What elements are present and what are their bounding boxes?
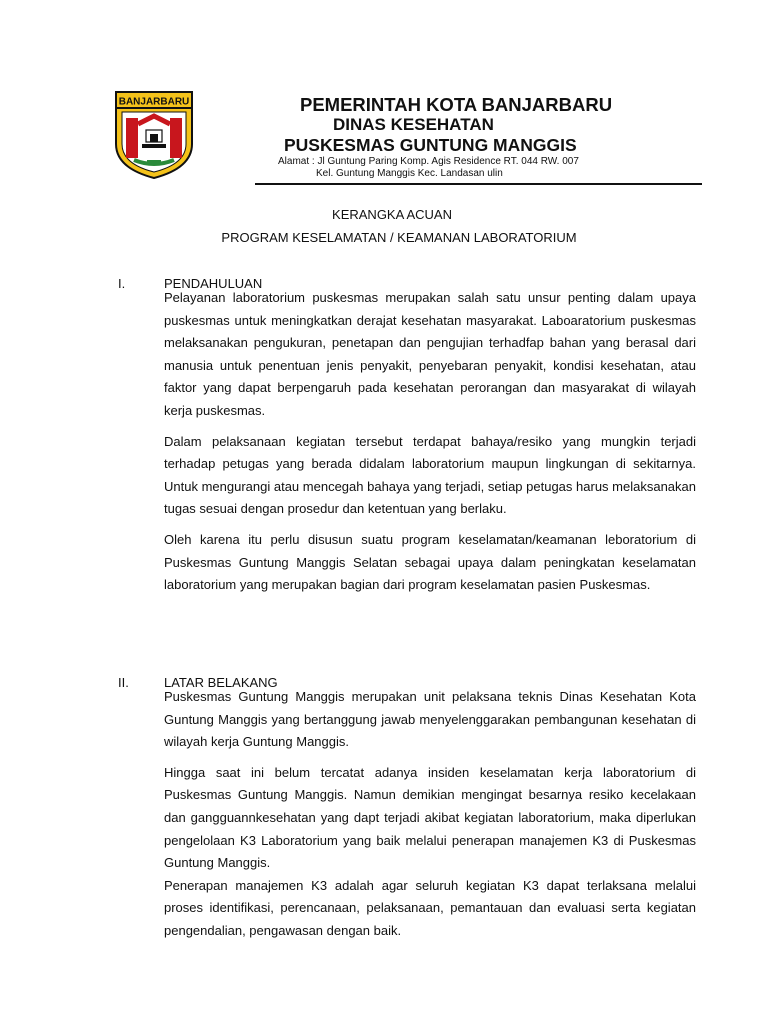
section-body (164, 287, 696, 605)
department-name: DINAS KESEHATAN (333, 115, 494, 134)
section-number: II. (118, 675, 129, 690)
section-number: I. (118, 276, 126, 291)
government-name: PEMERINTAH KOTA BANJARBARU (300, 94, 613, 115)
document-title: KERANGKA ACUAN (332, 207, 452, 222)
banjarbaru-emblem-logo (112, 88, 196, 180)
section-body (164, 686, 696, 951)
logo-text: BANJARBARU (118, 96, 190, 108)
paragraph: Pelayanan laboratorium puskesmas merupakan salah satu unsur penting dalam upaya puskesmas untuk meningkatkan derajat kesehatan masyarakat. Laboaratorium puskesmas melaksanakan pengukuran, penetapan dan pengujian terhadfap bahan yang berasal dari manusia untuk penentuan jenis penyakit, penyebaran penyakit, kondisi kesehatan, atau faktor yang dapat berpengaruh pada kesehatan perorangan dan masyarakat di wilayah kerja puskesmas. (164, 290, 696, 418)
address-line-2: Kel. Guntung Manggis Kec. Landasan ulin (316, 168, 503, 179)
address-line-1: Alamat : Jl Guntung Paring Komp. Agis Residence RT. 044 RW. 007 (278, 156, 579, 167)
institution-name: PUSKESMAS GUNTUNG MANGGIS (284, 135, 577, 155)
paragraph: Oleh karena itu perlu disusun suatu program keselamatan/keamanan leboratorium di Puskesmas Guntung Manggis Selatan sebagai upaya dalam peningkatan keselamatan laboratorium yang merupakan bagian dari program keselamatan pasien Puskesmas. (164, 531, 696, 593)
section-heading: PENDAHULUAN (164, 276, 263, 291)
letterhead-divider (255, 183, 702, 185)
paragraph: Hingga saat ini belum tercatat adanya insiden keselamatan kerja laboratorium di Puskesmas Guntung Manggis. Namun demikian mengingat besarnya resiko kecelakaan dan gangguannkesehatan yang dapt terjadi akibat kegiatan laboratorium, maka diperlukan pengelolaan K3 Laboratorium yang baik melalui penerapan manajemen K3 di Puskesmas Guntung Manggis. (164, 764, 696, 871)
paragraph: Penerapan manajemen K3 adalah agar seluruh kegiatan K3 dapat terlaksana melalui proses identifikasi, perencanaan, pelaksanaan, pemantauan dan evaluasi serta kegiatan pengendalian, pengawasan dengan baik. (164, 877, 696, 938)
document-subtitle: PROGRAM KESELAMATAN / KEAMANAN LABORATORIUM (221, 230, 577, 245)
paragraph: Puskesmas Guntung Manggis merupakan unit pelaksana teknis Dinas Kesehatan Kota Guntung Manggis yang bertanggung jawab menyelenggarakan pembangunan kesehatan di wilayah kerja Guntung Manggis. (164, 689, 696, 750)
section-heading: LATAR BELAKANG (164, 675, 278, 690)
paragraph: Dalam pelaksanaan kegiatan tersebut terdapat bahaya/resiko yang mungkin terjadi terhadap petugas yang berada didalam laboratorium maupun lingkungan di sekitarnya. Untuk mengurangi atau mencegah bahaya yang terjadi, setiap petugas harus melaksanakan tugas sesuai dengan prosedur dan ketentuan yang berlaku. (164, 433, 696, 517)
